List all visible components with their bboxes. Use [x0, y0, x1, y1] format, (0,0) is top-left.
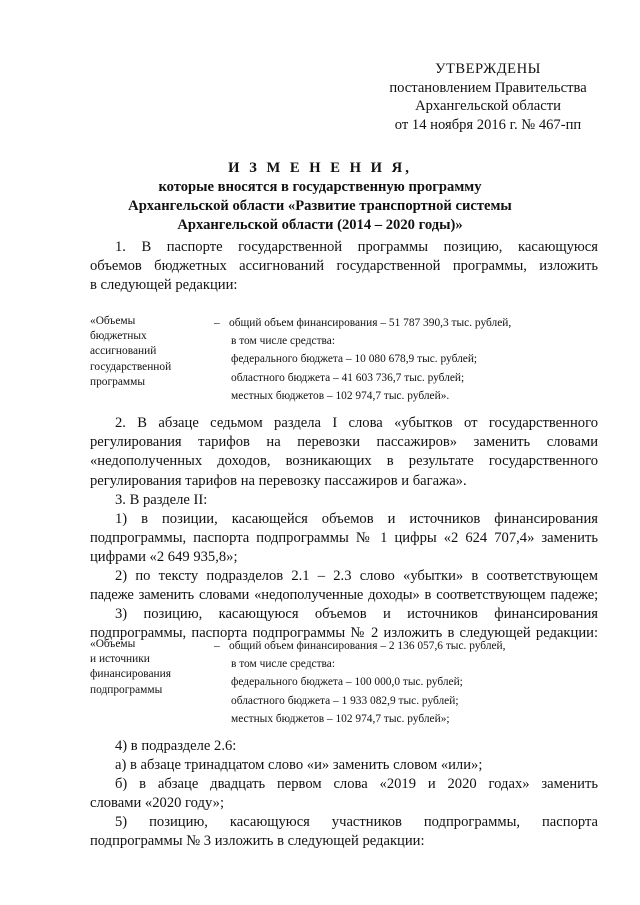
- text-line: регулирования тарифов на перевозки пассажиров» заменить словами: [90, 434, 598, 451]
- text-line: 3) позицию, касающуюся объемов и источников финансирования: [115, 606, 598, 622]
- paragraph-item-3-4-b: [90, 775, 598, 813]
- value-line: общий объем финансирования – 51 787 390,3 тыс. рублей,: [229, 317, 512, 329]
- document-heading: [90, 159, 550, 235]
- text-line: «недополученных доходов, возникающих в результате государственного: [90, 453, 598, 470]
- value-line: областного бюджета – 41 603 736,7 тыс. рублей;: [231, 371, 465, 384]
- text-line: 2) по тексту подразделов 2.1 – 2.3 слово «убытки» в соответствующем: [115, 568, 598, 584]
- label-line: «Объемы: [90, 315, 136, 327]
- text-line: 5) позицию, касающуюся участников подпрограммы, паспорта: [115, 814, 598, 830]
- table-values: [231, 637, 506, 728]
- text-line: цифрами «2 649 935,8»;: [90, 549, 238, 566]
- paragraph-item-3-2: [90, 567, 598, 605]
- heading-line-1: которые вносятся в государственную программу: [158, 179, 482, 195]
- label-line: «Объемы: [90, 638, 136, 650]
- heading-title: И З М Е Н Е Н И Я,: [228, 160, 412, 176]
- approval-stamp: [380, 60, 596, 134]
- value-line: в том числе средства:: [231, 335, 335, 348]
- paragraph-item-2: [90, 414, 598, 491]
- paragraph-item-3-1: [90, 510, 598, 568]
- text-line: 1. В паспорте государственной программы позицию, касающуюся: [115, 239, 598, 255]
- paragraph-item-3-4: [90, 737, 598, 756]
- table-label: [90, 314, 200, 390]
- approval-line-2: Архангельской области: [415, 98, 561, 114]
- table-dash: –: [214, 640, 220, 652]
- label-line: бюджетных: [90, 330, 147, 343]
- text-line: объемов бюджетных ассигнований государственной программы, изложить: [90, 258, 598, 275]
- text-line: а) в абзаце тринадцатом слово «и» заменить словом «или»;: [115, 757, 483, 773]
- text-line: б) в абзаце двадцать первом слова «2019 и 2020 годах» заменить: [115, 776, 598, 792]
- heading-line-3: Архангельской области (2014 – 2020 годы)»: [177, 217, 463, 233]
- heading-line-2: Архангельской области «Развитие транспортной системы: [128, 198, 512, 214]
- approval-line-3: от 14 ноября 2016 г. № 467-пп: [394, 116, 582, 133]
- text-line: словами «2020 году»;: [90, 795, 224, 812]
- paragraph-item-3: [90, 491, 598, 510]
- value-line: местных бюджетов – 102 974,7 тыс. рублей»;: [231, 712, 450, 725]
- value-line: федерального бюджета – 100 000,0 тыс. рублей;: [231, 676, 463, 689]
- value-line: в том числе средства:: [231, 658, 335, 671]
- text-line: 2. В абзаце седьмом раздела I слова «убытков от государственного: [115, 415, 598, 431]
- value-line: общий объем финансирования – 2 136 057,6 тыс. рублей,: [229, 640, 506, 652]
- text-line: падеже заменить словами «недополученные доходы» в соответствующем падеже;: [90, 587, 598, 604]
- label-line: ассигнований: [90, 345, 157, 358]
- value-line: федерального бюджета – 10 080 678,9 тыс. рублей;: [231, 353, 478, 366]
- table-values: [231, 314, 511, 405]
- text-line: регулирования тарифов на перевозку пассажиров и багажа».: [90, 472, 467, 489]
- label-line: и источники: [90, 653, 150, 666]
- text-line: 3. В разделе II:: [115, 492, 208, 508]
- label-line: подпрограммы: [90, 683, 163, 696]
- label-line: программы: [90, 375, 145, 388]
- text-line: 4) в подразделе 2.6:: [115, 738, 237, 754]
- approval-line-1: постановлением Правительства: [389, 79, 587, 96]
- paragraph-item-1: [90, 238, 598, 296]
- table-label: [90, 637, 200, 698]
- budget-table-2: [90, 637, 598, 727]
- text-line: 1) в позиции, касающейся объемов и источников финансирования: [115, 511, 598, 527]
- text-line: подпрограммы № 3 изложить в следующей редакции:: [90, 833, 425, 850]
- value-line: областного бюджета – 1 933 082,9 тыс. рублей;: [231, 694, 459, 707]
- text-line: подпрограммы, паспорта подпрограммы № 2 изложить в следующей редакции:: [90, 625, 598, 642]
- budget-table-1: [90, 314, 598, 404]
- approval-title: УТВЕРЖДЕНЫ: [435, 61, 541, 77]
- value-line: местных бюджетов – 102 974,7 тыс. рублей».: [231, 389, 450, 402]
- label-line: финансирования: [90, 668, 171, 681]
- text-line: в следующей редакции:: [90, 277, 238, 294]
- label-line: государственной: [90, 360, 172, 373]
- table-dash: –: [214, 317, 220, 329]
- text-line: подпрограммы, паспорта подпрограммы № 1 цифры «2 624 707,4» заменить: [90, 530, 598, 547]
- paragraph-item-3-5: [90, 813, 598, 851]
- paragraph-item-3-4-a: [90, 756, 598, 775]
